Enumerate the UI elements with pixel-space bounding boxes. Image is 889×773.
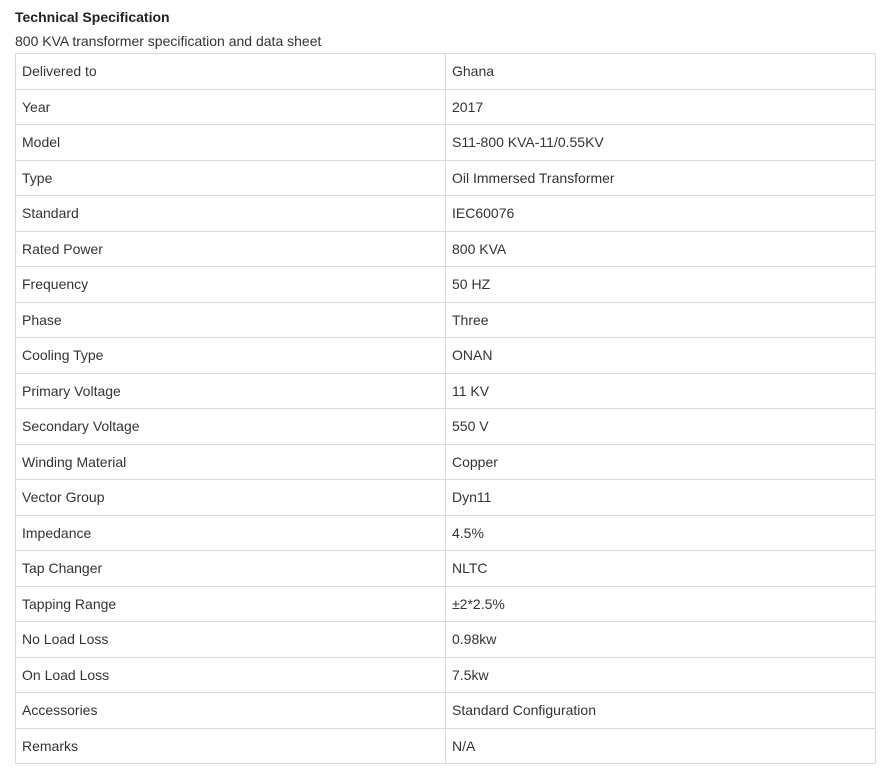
- table-row: [16, 338, 876, 374]
- row-value: 0.98kw: [446, 622, 876, 658]
- row-label: Type: [16, 160, 446, 196]
- row-value: 4.5%: [446, 515, 876, 551]
- row-value: Oil Immersed Transformer: [446, 160, 876, 196]
- row-value: N/A: [446, 728, 876, 764]
- row-value: ±2*2.5%: [446, 586, 876, 622]
- table-row: [16, 515, 876, 551]
- row-label: Tap Changer: [16, 551, 446, 587]
- table-row: [16, 693, 876, 729]
- row-value: 11 KV: [446, 373, 876, 409]
- page-subtitle: 800 KVA transformer specification and data sheet: [15, 33, 322, 49]
- row-label: Winding Material: [16, 444, 446, 480]
- row-label: Cooling Type: [16, 338, 446, 374]
- table-row: [16, 657, 876, 693]
- row-value: 550 V: [446, 409, 876, 445]
- row-value: Dyn11: [446, 480, 876, 516]
- row-label: Frequency: [16, 267, 446, 303]
- table-row: [16, 302, 876, 338]
- row-value: 50 HZ: [446, 267, 876, 303]
- table-row: [16, 196, 876, 232]
- row-label: Tapping Range: [16, 586, 446, 622]
- table-row: [16, 728, 876, 764]
- row-value: Three: [446, 302, 876, 338]
- row-value: ONAN: [446, 338, 876, 374]
- row-label: Model: [16, 125, 446, 161]
- table-row: [16, 409, 876, 445]
- table-row: [16, 480, 876, 516]
- row-label: Delivered to: [16, 54, 446, 90]
- row-value: IEC60076: [446, 196, 876, 232]
- table-row: [16, 89, 876, 125]
- row-value: 800 KVA: [446, 231, 876, 267]
- table-row: [16, 622, 876, 658]
- table-row: [16, 373, 876, 409]
- row-label: Vector Group: [16, 480, 446, 516]
- row-value: S11-800 KVA-11/0.55KV: [446, 125, 876, 161]
- row-label: Remarks: [16, 728, 446, 764]
- row-value: Standard Configuration: [446, 693, 876, 729]
- row-value: 7.5kw: [446, 657, 876, 693]
- table-row: [16, 267, 876, 303]
- page-title: Technical Specification: [15, 9, 170, 25]
- spec-table: [15, 53, 876, 764]
- row-value: NLTC: [446, 551, 876, 587]
- row-label: On Load Loss: [16, 657, 446, 693]
- row-label: Standard: [16, 196, 446, 232]
- row-label: Accessories: [16, 693, 446, 729]
- row-label: No Load Loss: [16, 622, 446, 658]
- row-label: Rated Power: [16, 231, 446, 267]
- table-row: [16, 54, 876, 90]
- row-value: Copper: [446, 444, 876, 480]
- row-value: Ghana: [446, 54, 876, 90]
- table-row: [16, 444, 876, 480]
- row-label: Primary Voltage: [16, 373, 446, 409]
- table-row: [16, 231, 876, 267]
- row-value: 2017: [446, 89, 876, 125]
- table-row: [16, 160, 876, 196]
- row-label: Year: [16, 89, 446, 125]
- table-row: [16, 586, 876, 622]
- table-row: [16, 125, 876, 161]
- row-label: Phase: [16, 302, 446, 338]
- row-label: Secondary Voltage: [16, 409, 446, 445]
- table-row: [16, 551, 876, 587]
- row-label: Impedance: [16, 515, 446, 551]
